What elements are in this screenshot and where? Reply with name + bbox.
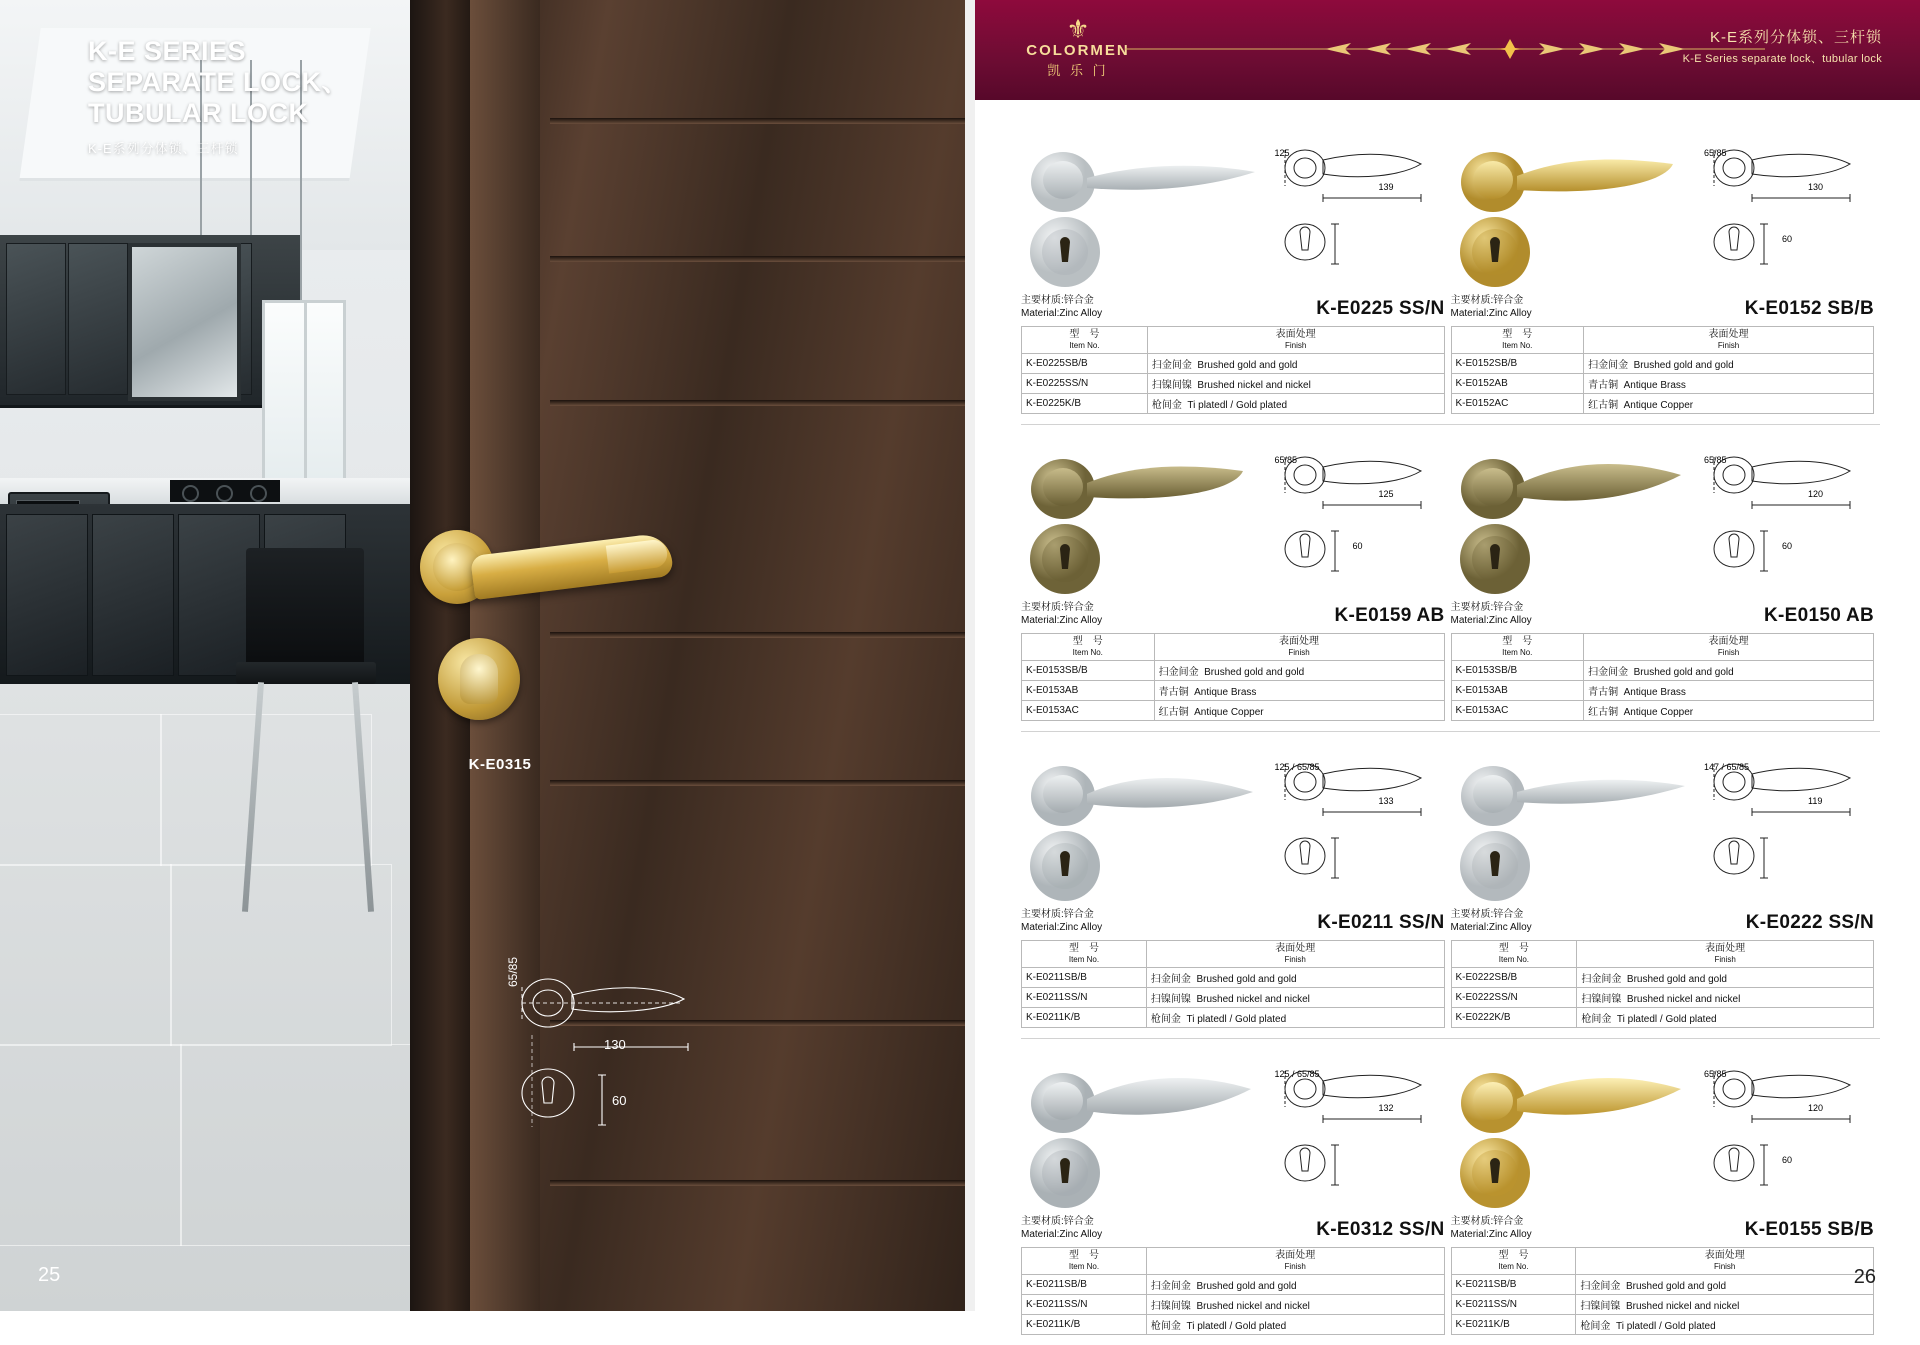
spec-header-model: 型 号 Item No. [1451,941,1577,968]
spec-finish: 扫金间金 Brushed gold and gold [1146,968,1444,988]
spec-code: K-E0211SB/B [1451,1275,1576,1295]
product-card[interactable] [1021,132,1451,414]
spec-header-model: 型 号 Item No. [1022,327,1148,354]
spec-finish: 枪间金 Ti platedl / Gold plated [1146,1315,1444,1335]
spec-finish: 扫镍间镍 Brushed nickel and nickel [1576,1295,1874,1315]
technical-drawing: 147 / 65/85 119 [1704,756,1874,896]
material-text: 主要材质:锌合金 Material:Zinc Alloy [1450,602,1532,626]
feature-drawing-svg [512,975,742,1135]
product-row [1021,425,1880,732]
spec-finish: 青古铜 Antique Brass [1584,374,1874,394]
product-model: K-E0225 SS/N [1316,298,1445,319]
spec-finish: 扫金间金 Brushed gold and gold [1577,968,1874,988]
spec-finish: 红古铜 Antique Copper [1584,394,1874,414]
product-images [1021,1053,1445,1213]
product-images [1021,132,1445,292]
spec-finish: 扫镍间镍 Brushed nickel and nickel [1147,374,1444,394]
chair [246,548,364,666]
header-title-cn: K-E系列分体锁、三杆锁 [1709,29,1882,46]
spec-header-finish: 表面处理 Finish [1146,941,1444,968]
spec-code: K-E0225SS/N [1022,374,1148,394]
spec-code: K-E0152SB/B [1451,354,1584,374]
spec-row [1022,968,1445,988]
escutcheon-image [1459,1137,1531,1209]
left-title-block [88,36,349,157]
spec-code: K-E0211SS/N [1022,988,1147,1008]
spec-header-model: 型 号 Item No. [1022,634,1155,661]
product-label [1451,294,1875,320]
spec-finish: 扫金间金 Brushed gold and gold [1584,354,1874,374]
spec-header-model: 型 号 Item No. [1022,1248,1147,1275]
brand-name-en: COLORMEN [1026,42,1130,59]
spec-row [1451,661,1874,681]
product-label [1021,294,1445,320]
left-page-number: 25 [38,1264,61,1286]
technical-drawing: 125 / 65/85 132 [1275,1063,1445,1203]
product-label [1451,601,1875,627]
spec-row [1022,1008,1445,1028]
spec-finish: 青古铜 Antique Brass [1584,681,1874,701]
product-images [1451,132,1875,292]
spec-header-model: 型 号 Item No. [1451,634,1584,661]
product-card[interactable] [1451,132,1881,414]
product-images [1021,746,1445,906]
page-header [975,0,1920,100]
product-label [1021,601,1445,627]
material-text: 主要材质:锌合金 Material:Zinc Alloy [1021,295,1103,319]
product-row [1021,732,1880,1039]
spec-row [1451,701,1874,721]
escutcheon-image [1029,1137,1101,1209]
spec-table [1021,326,1445,414]
material-text: 主要材质:锌合金 Material:Zinc Alloy [1021,1216,1103,1240]
spec-finish: 枪间金 Ti platedl / Gold plated [1576,1315,1874,1335]
spec-finish: 枪间金 Ti platedl / Gold plated [1577,1008,1874,1028]
material-text: 主要材质:锌合金 Material:Zinc Alloy [1450,295,1532,319]
spec-row [1022,1275,1445,1295]
spec-header-model: 型 号 Item No. [1451,1248,1576,1275]
spec-row [1022,661,1445,681]
spec-code: K-E0211K/B [1451,1315,1576,1335]
spec-finish: 扫镍间镍 Brushed nickel and nickel [1577,988,1874,1008]
lever-handle-image [1029,138,1259,216]
spec-code: K-E0152AB [1451,374,1584,394]
spec-row [1022,681,1445,701]
spec-header-finish: 表面处理 Finish [1154,634,1444,661]
spec-code: K-E0222SB/B [1451,968,1577,988]
title-line-3: TUBULAR LOCK [88,98,309,128]
spec-code: K-E0153SB/B [1022,661,1155,681]
spec-finish: 青古铜 Antique Brass [1154,681,1444,701]
escutcheon-image [1029,523,1101,595]
spec-row [1022,394,1445,414]
spec-finish: 扫金间金 Brushed gold and gold [1154,661,1444,681]
product-model: K-E0155 SB/B [1744,1219,1874,1240]
product-label [1451,908,1875,934]
lever-handle-image [1459,138,1689,216]
spec-row [1022,374,1445,394]
spec-row [1451,1275,1874,1295]
spec-table [1021,940,1445,1028]
spec-table [1451,1247,1875,1335]
spec-header-finish: 表面处理 Finish [1576,1248,1874,1275]
spec-finish: 扫金间金 Brushed gold and gold [1584,661,1874,681]
key-escutcheon [438,638,520,720]
spec-header-finish: 表面处理 Finish [1147,327,1444,354]
product-grid [975,100,1920,1345]
product-model: K-E0211 SS/N [1317,912,1445,933]
right-page [975,0,1920,1332]
material-text: 主要材质:锌合金 Material:Zinc Alloy [1021,909,1103,933]
spec-row [1451,1315,1874,1335]
spec-table [1021,633,1445,721]
material-text: 主要材质:锌合金 Material:Zinc Alloy [1450,1216,1532,1240]
spec-row [1022,354,1445,374]
right-page-number: 26 [1853,1266,1876,1288]
spec-code: K-E0211SS/N [1451,1295,1576,1315]
lever-handle-image [1459,1059,1689,1137]
feature-technical-drawing [506,956,742,1135]
dim-length: 130 [604,1037,626,1052]
spec-row [1451,1295,1874,1315]
spec-code: K-E0211K/B [1022,1315,1147,1335]
lever-handle-image [1029,445,1259,523]
technical-drawing: 65/85 130 60 [1704,142,1874,282]
technical-drawing: 125 139 [1275,142,1445,282]
spec-header-model: 型 号 Item No. [1022,941,1147,968]
product-label [1451,1215,1875,1241]
spec-code: K-E0211SB/B [1022,1275,1147,1295]
product-card[interactable] [1451,439,1881,721]
spec-row [1451,968,1874,988]
header-title-en: K-E Series separate lock、tubular lock [1682,53,1882,65]
spec-header-finish: 表面处理 Finish [1146,1248,1444,1275]
lever-handle-image [1029,752,1259,830]
technical-drawing: 65/85 120 60 [1704,1063,1874,1203]
spec-row [1451,988,1874,1008]
product-label [1021,908,1445,934]
crest-icon: ⚜ [1066,14,1090,44]
spec-table [1021,1247,1445,1335]
spec-code: K-E0152AC [1451,394,1584,414]
product-card[interactable] [1451,746,1881,1028]
chair-seat [236,662,376,684]
brand-name-cn: 凯 乐 门 [1047,63,1109,78]
product-card[interactable] [1021,1053,1451,1335]
header-titles [1683,26,1882,66]
spec-code: K-E0225K/B [1022,394,1148,414]
spec-table [1451,326,1875,414]
lever-handle-image [1459,445,1689,523]
product-images [1451,439,1875,599]
header-ornament [1125,38,1765,60]
product-images [1451,1053,1875,1213]
escutcheon-image [1459,523,1531,595]
spec-finish: 扫金间金 Brushed gold and gold [1576,1275,1874,1295]
lever-handle-image [1029,1059,1259,1137]
spec-row [1451,354,1874,374]
product-card[interactable] [1021,746,1451,1028]
feature-model-label: K-E0315 [468,756,532,773]
spec-table [1451,940,1875,1028]
title-chinese: K-E系列分体锁、三杆锁 [88,141,239,156]
product-label [1021,1215,1445,1241]
spec-finish: 红古铜 Antique Copper [1584,701,1874,721]
spec-table [1451,633,1875,721]
product-card[interactable] [1451,1053,1881,1335]
product-model: K-E0150 AB [1763,605,1874,626]
spec-header-finish: 表面处理 Finish [1584,634,1874,661]
product-row [1021,118,1880,425]
spec-row [1022,1295,1445,1315]
spec-finish: 扫金间金 Brushed gold and gold [1146,1275,1444,1295]
dim-backset: 65/85 [506,956,520,987]
spec-finish: 扫镍间镍 Brushed nickel and nickel [1146,988,1444,1008]
spec-row [1451,374,1874,394]
product-card[interactable] [1021,439,1451,721]
spec-code: K-E0211SS/N [1022,1295,1147,1315]
spec-code: K-E0211SB/B [1022,968,1147,988]
spec-finish: 扫金间金 Brushed gold and gold [1147,354,1444,374]
product-model: K-E0152 SB/B [1744,298,1874,319]
material-text: 主要材质:锌合金 Material:Zinc Alloy [1450,909,1532,933]
spec-row [1451,681,1874,701]
dim-cylinder: 60 [612,1093,627,1108]
product-row [1021,1039,1880,1345]
title-line-1: K-E SERIES [88,36,247,66]
spec-header-finish: 表面处理 Finish [1577,941,1874,968]
spec-finish: 扫镍间镍 Brushed nickel and nickel [1146,1295,1444,1315]
product-images [1021,439,1445,599]
spec-code: K-E0222K/B [1451,1008,1577,1028]
spec-code: K-E0222SS/N [1451,988,1577,1008]
product-model: K-E0222 SS/N [1745,912,1874,933]
spec-finish: 枪间金 Ti platedl / Gold plated [1146,1008,1444,1028]
cooktop [170,480,280,502]
spec-row [1022,1315,1445,1335]
spec-row [1022,988,1445,1008]
spec-finish: 红古铜 Antique Copper [1154,701,1444,721]
spec-row [1451,1008,1874,1028]
spec-code: K-E0225SB/B [1022,354,1148,374]
lever-handle-image [1459,752,1689,830]
spec-code: K-E0153AB [1022,681,1155,701]
product-model: K-E0159 AB [1334,605,1445,626]
spec-code: K-E0153AB [1451,681,1584,701]
material-text: 主要材质:锌合金 Material:Zinc Alloy [1021,602,1103,626]
product-model: K-E0312 SS/N [1316,1219,1445,1240]
escutcheon-image [1029,216,1101,288]
brand-logo [1023,16,1133,79]
spec-code: K-E0153AC [1451,701,1584,721]
title-line-2: SEPARATE LOCK、 [88,67,350,97]
escutcheon-image [1029,830,1101,902]
spec-header-model: 型 号 Item No. [1451,327,1584,354]
escutcheon-image [1459,830,1531,902]
spec-code: K-E0211K/B [1022,1008,1147,1028]
left-page [0,0,975,1311]
spec-code: K-E0153SB/B [1451,661,1584,681]
product-images [1451,746,1875,906]
technical-drawing: 65/85 120 60 [1704,449,1874,589]
technical-drawing: 125 / 65/85 133 [1275,756,1445,896]
spec-code: K-E0153AC [1022,701,1155,721]
spec-header-finish: 表面处理 Finish [1584,327,1874,354]
spec-row [1022,701,1445,721]
spec-row [1451,394,1874,414]
escutcheon-image [1459,216,1531,288]
spec-finish: 枪间金 Ti platedl / Gold plated [1147,394,1444,414]
glass-cabinet [128,243,241,401]
technical-drawing: 65/85 125 60 [1275,449,1445,589]
